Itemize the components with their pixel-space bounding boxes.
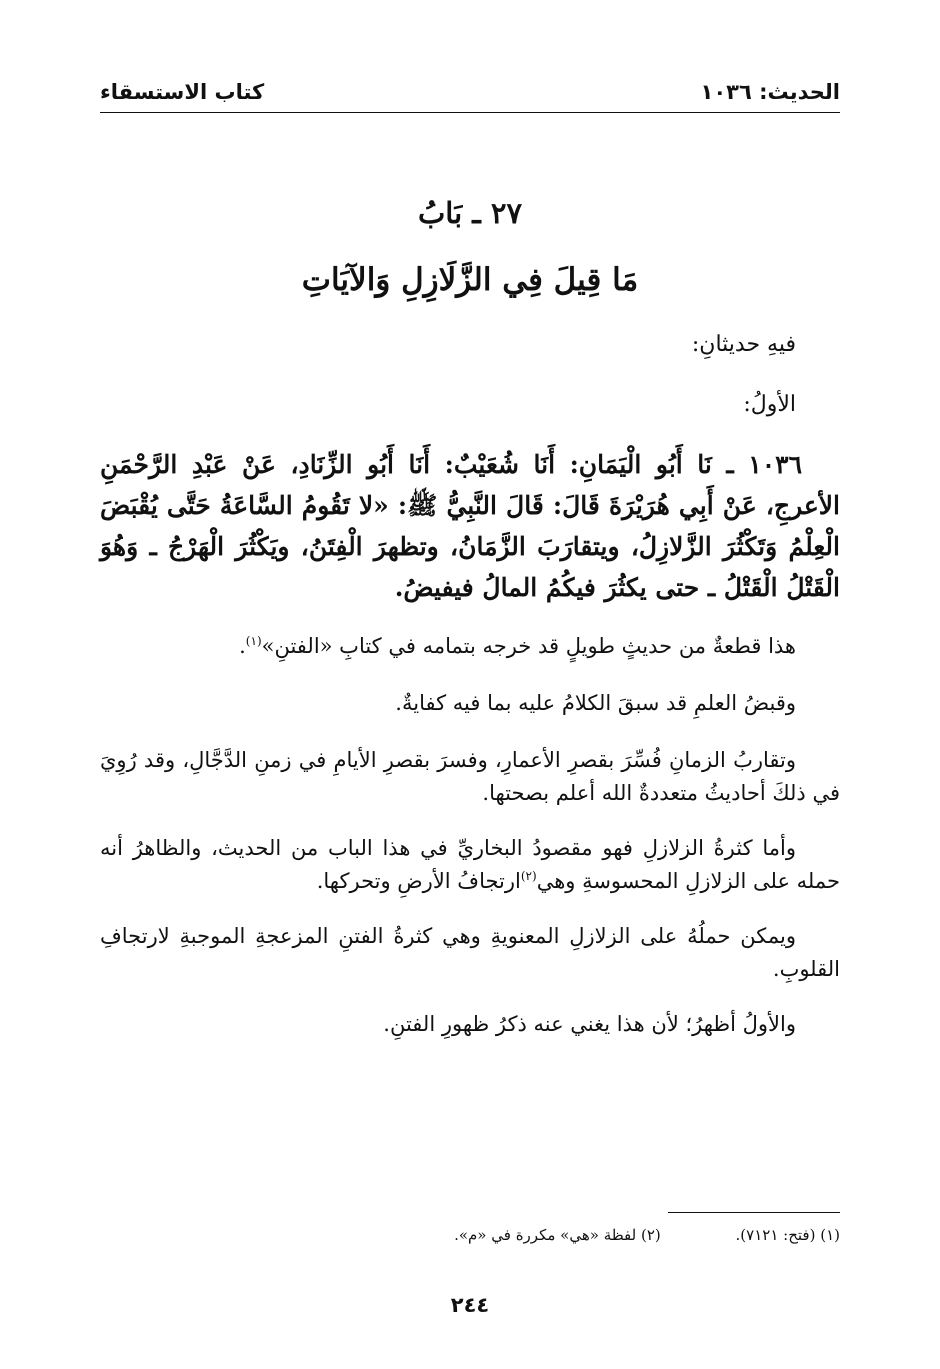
commentary-paragraph-4 [100, 832, 840, 898]
commentary-paragraph-6: والأولُ أظهرُ؛ لأن هذا يغني عنه ذكرُ ظهورِ الفتنِ. [383, 1012, 796, 1036]
commentary-paragraph-1 [100, 630, 840, 663]
page-number: ٢٤٤ [450, 1293, 490, 1317]
commentary-paragraph-3: وتقاربُ الزمانِ فُسِّرَ بقصرِ الأعمارِ، وفسرَ بقصرِ الأيامِ في زمنِ الدَّجَّالِ، وقد رُوِيَ في ذلكَ أحاديثُ متعددةٌ الله أعلم بصحتها. [100, 748, 840, 805]
commentary-paragraph-5: ويمكن حملُهُ على الزلازلِ المعنويةِ وهي كثرةُ الفتنِ المزعجةِ الموجبةِ لارتجافِ القلوبِ. [100, 924, 840, 981]
hadith-range-label: الحديث: ١٠٣٦ [700, 80, 840, 104]
commentary-1-text: هذا قطعةٌ من حديثٍ طويلٍ قد خرجه بتمامه في كتابِ «الفتنِ» [261, 634, 796, 658]
hadith-text: ١٠٣٦ ـ نَا أَبُو الْيَمَانِ: أَنَا شُعَيْبٌ: أَنَا أَبُو الزِّنَادِ، عَنْ عَبْدِ الرَّحْمَنِ الأعرجِ، عَنْ أَبِي هُرَيْرَةَ قَالَ: قَالَ النَّبِيُّ ﷺ: «لا تَقُومُ السَّاعَةُ حَتَّى يُقْبَضَ الْعِلْمُ وَتَكْثُرَ الزَّلازِلُ، ويتقارَبَ الزَّمَانُ، وتظهرَ الْفِتَنُ، ويَكْثُرَ الْهَرْجُ ـ وَهُوَ الْقَتْلُ الْقَتْلُ ـ حتى يكثُرَ فيكُمُ المالُ فيفيضُ. [100, 450, 840, 602]
main-text [100, 328, 840, 1063]
footnote-marker-2: (٢) [520, 869, 537, 883]
footnote-marker-1: (١) [245, 634, 262, 648]
running-header [100, 78, 840, 113]
commentary-4-text-a: وأما كثرةُ الزلازلِ فهو مقصودُ البخاريِّ في هذا الباب من الحديث، والظاهرُ أنه حمله على الزلازلِ المحسوسةِ وهي [100, 836, 840, 893]
chapter-title: مَا قِيلَ فِي الزَّلَازِلِ وَالآيَاتِ [301, 262, 639, 298]
footnotes [100, 1224, 840, 1246]
intro-first-label: الأولُ: [743, 392, 796, 417]
commentary-4-text-b: ارتجافُ الأرضِ وتحركها. [316, 869, 521, 893]
footnote-1: (١) (فتح: ٧١٢١). [735, 1226, 840, 1244]
footnote-divider [668, 1212, 840, 1213]
intro-line: فيهِ حديثانِ: [691, 332, 796, 357]
book-title-label: كتاب الاستسقاء [100, 80, 265, 104]
chapter-number: ٢٧ ـ بَابُ [417, 196, 523, 230]
footnote-2: (٢) لفظة «هي» مكررة في «م». [454, 1226, 661, 1244]
commentary-1-end: . [239, 634, 246, 658]
commentary-paragraph-2: وقبضُ العلمِ قد سبقَ الكلامُ عليه بما فيه كفايةٌ. [395, 691, 796, 715]
